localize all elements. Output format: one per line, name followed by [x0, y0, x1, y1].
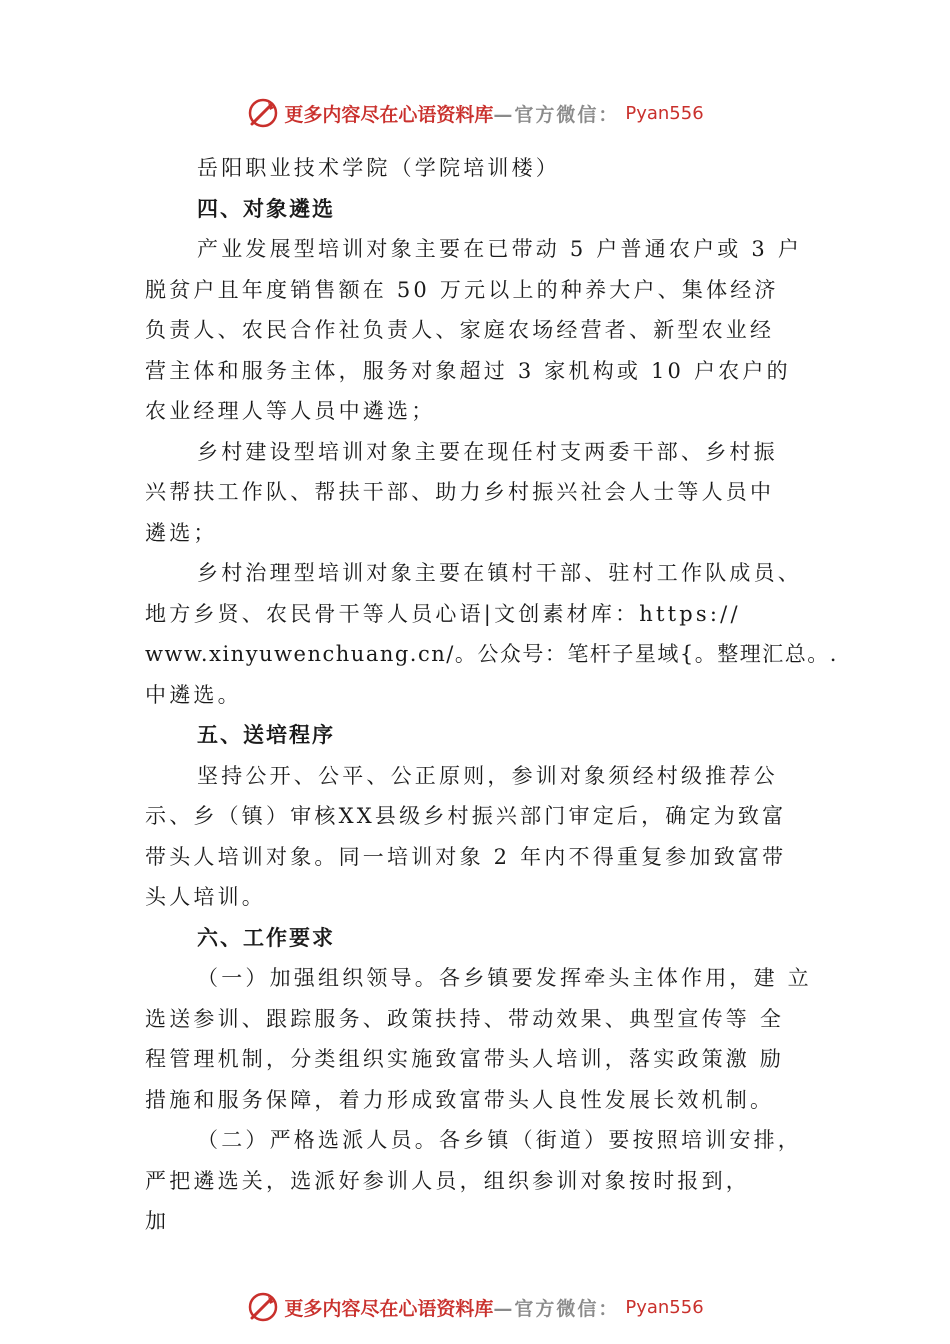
body-text-line: （二）严格选派人员。各乡镇（街道）要按照培训安排， [197, 1128, 802, 1152]
body-text-line: 岳阳职业技术学院（学院培训楼） [197, 156, 560, 180]
body-text-line: 脱贫户且年度销售额在 50 万元以上的种养大户、集体经济 [145, 277, 779, 302]
watermark-footer [0, 1290, 950, 1324]
watermark-title: 更多内容尽在心语资料库 [284, 1297, 494, 1320]
logo-icon [246, 96, 280, 130]
watermark-subtitle: —官方微信： [493, 103, 620, 126]
section-heading: 六、工作要求 [197, 925, 335, 950]
body-text-line: 负责人、农民合作社负责人、家庭农场经营者、新型农业经 [145, 318, 775, 342]
watermark-header [0, 96, 950, 130]
section-heading: 五、送培程序 [197, 723, 335, 747]
body-text-line: 地方乡贤、农民骨干等人员心语|文创素材库：https:// [145, 601, 741, 626]
body-text-line: www.xinyuwenchuang.cn/。公众号：笔杆子星域{。整理汇总。. [145, 642, 838, 666]
body-text-line: 兴帮扶工作队、帮扶干部、助力乡村振兴社会人士等人员中 [145, 480, 775, 504]
document-body [145, 148, 838, 1242]
body-text-line: 乡村建设型培训对象主要在现任村支两委干部、乡村振 [197, 439, 778, 464]
body-text-line: 程管理机制，分类组织实施致富带头人培训，落实政策激 励 [145, 1047, 785, 1071]
body-text-line: 乡村治理型培训对象主要在镇村干部、驻村工作队成员、 [197, 561, 802, 585]
logo-icon [246, 1290, 280, 1324]
body-text-line: 头人培训。 [145, 885, 266, 909]
body-text-line: 加 [145, 1209, 170, 1233]
watermark-title: 更多内容尽在心语资料库 [284, 103, 494, 126]
body-text-line: 坚持公开、公平、公正原则，参训对象须经村级推荐公 [197, 763, 778, 788]
body-text-line: 示、乡（镇）审核XX县级乡村振兴部门审定后，确定为致富 [145, 804, 787, 828]
body-text-line: （一）加强组织领导。各乡镇要发挥牵头主体作用，建 立 [197, 966, 812, 990]
body-text-line: 措施和服务保障，着力形成致富带头人良性发展长效机制。 [145, 1087, 775, 1112]
watermark-id: Pyan556 [625, 102, 704, 124]
body-text-line: 带头人培训对象。同一培训对象 2 年内不得重复参加致富带 [145, 844, 787, 869]
body-text-line: 选送参训、跟踪服务、政策扶持、带动效果、典型宣传等 全 [145, 1006, 785, 1031]
body-text-line: 中遴选。 [145, 682, 242, 707]
watermark-id: Pyan556 [625, 1296, 704, 1318]
body-text-line: 遴选； [145, 520, 218, 545]
body-text-line: 严把遴选关，选派好参训人员，组织参训对象按时报到， [145, 1168, 750, 1193]
watermark-subtitle: —官方微信： [493, 1297, 620, 1320]
section-heading: 四、对象遴选 [197, 196, 335, 221]
body-text-line: 营主体和服务主体，服务对象超过 3 家机构或 10 户农户的 [145, 358, 791, 383]
body-text-line: 产业发展型培训对象主要在已带动 5 户普通农户或 3 户 [197, 237, 803, 261]
body-text-line: 农业经理人等人员中遴选； [145, 399, 436, 423]
